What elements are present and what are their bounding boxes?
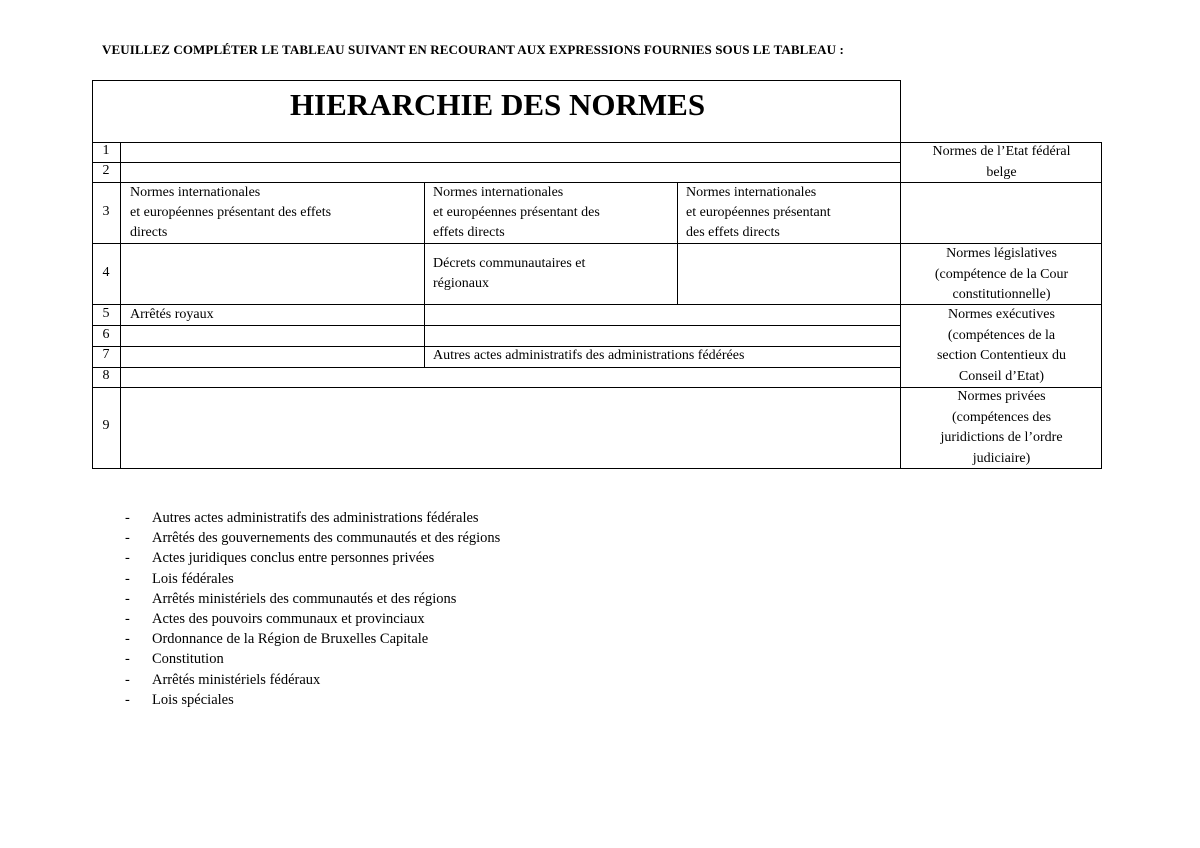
row4-col2-cell: Décrets communautaires et régionaux [433, 256, 586, 291]
side-label-federal: Normes de l’Etat fédéral belge [932, 144, 1071, 180]
row-number: 7 [102, 347, 110, 362]
row-number: 9 [102, 418, 110, 433]
list-item: - Lois spéciales [125, 691, 234, 708]
row-number: 5 [102, 306, 110, 321]
list-item: - Actes des pouvoirs communaux et provinciaux [125, 611, 425, 628]
list-item: - Autres actes administratifs des administrations fédérales [125, 510, 479, 526]
row7-col2-cell: Autres actes administratifs des administrations fédérées [433, 348, 745, 363]
row-number: 8 [102, 368, 110, 383]
list-item: - Actes juridiques conclus entre personnes privées [125, 550, 435, 567]
list-item: - Arrêtés ministériels des communautés et des régions [125, 590, 457, 607]
table-title: HIERARCHIE DES NORMES [289, 87, 706, 122]
list-item: - Lois fédérales [125, 570, 234, 587]
row3-col2-cell: Normes internationales et européennes présentant des effets directs [433, 185, 600, 240]
side-label-legislative: Normes législatives (compétence de la Cour constitutionnelle) [934, 246, 1069, 302]
side-label-private: Normes privées (compétences des juridictions de l’ordre judiciaire) [940, 389, 1063, 466]
row-number: 4 [102, 265, 110, 280]
row-number: 2 [102, 163, 110, 178]
row-number: 3 [102, 204, 110, 219]
list-item: - Arrêtés ministériels fédéraux [125, 671, 321, 688]
list-item: - Arrêtés des gouvernements des communautés et des régions [125, 530, 501, 547]
expressions-list [125, 508, 500, 710]
table-title-box [92, 80, 901, 142]
row-number: 6 [102, 327, 110, 342]
list-item: - Ordonnance de la Région de Bruxelles Capitale [125, 631, 429, 648]
list-item: - Constitution [125, 651, 224, 668]
instruction-text: VEUILLEZ COMPLÉTER LE TABLEAU SUIVANT EN RECOURANT AUX EXPRESSIONS FOURNIES SOUS LE TABLEAU : [102, 42, 844, 57]
row3-col1-cell: Normes internationales et européennes présentant des effets directs [130, 185, 332, 240]
row-number: 1 [102, 143, 110, 158]
row3-col3-cell: Normes internationales et européennes présentant des effets directs [686, 185, 831, 240]
row5-col1-cell: Arrêtés royaux [130, 307, 214, 322]
side-label-executive: Normes exécutives (compétences de la section Contentieux du Conseil d’Etat) [936, 307, 1067, 384]
